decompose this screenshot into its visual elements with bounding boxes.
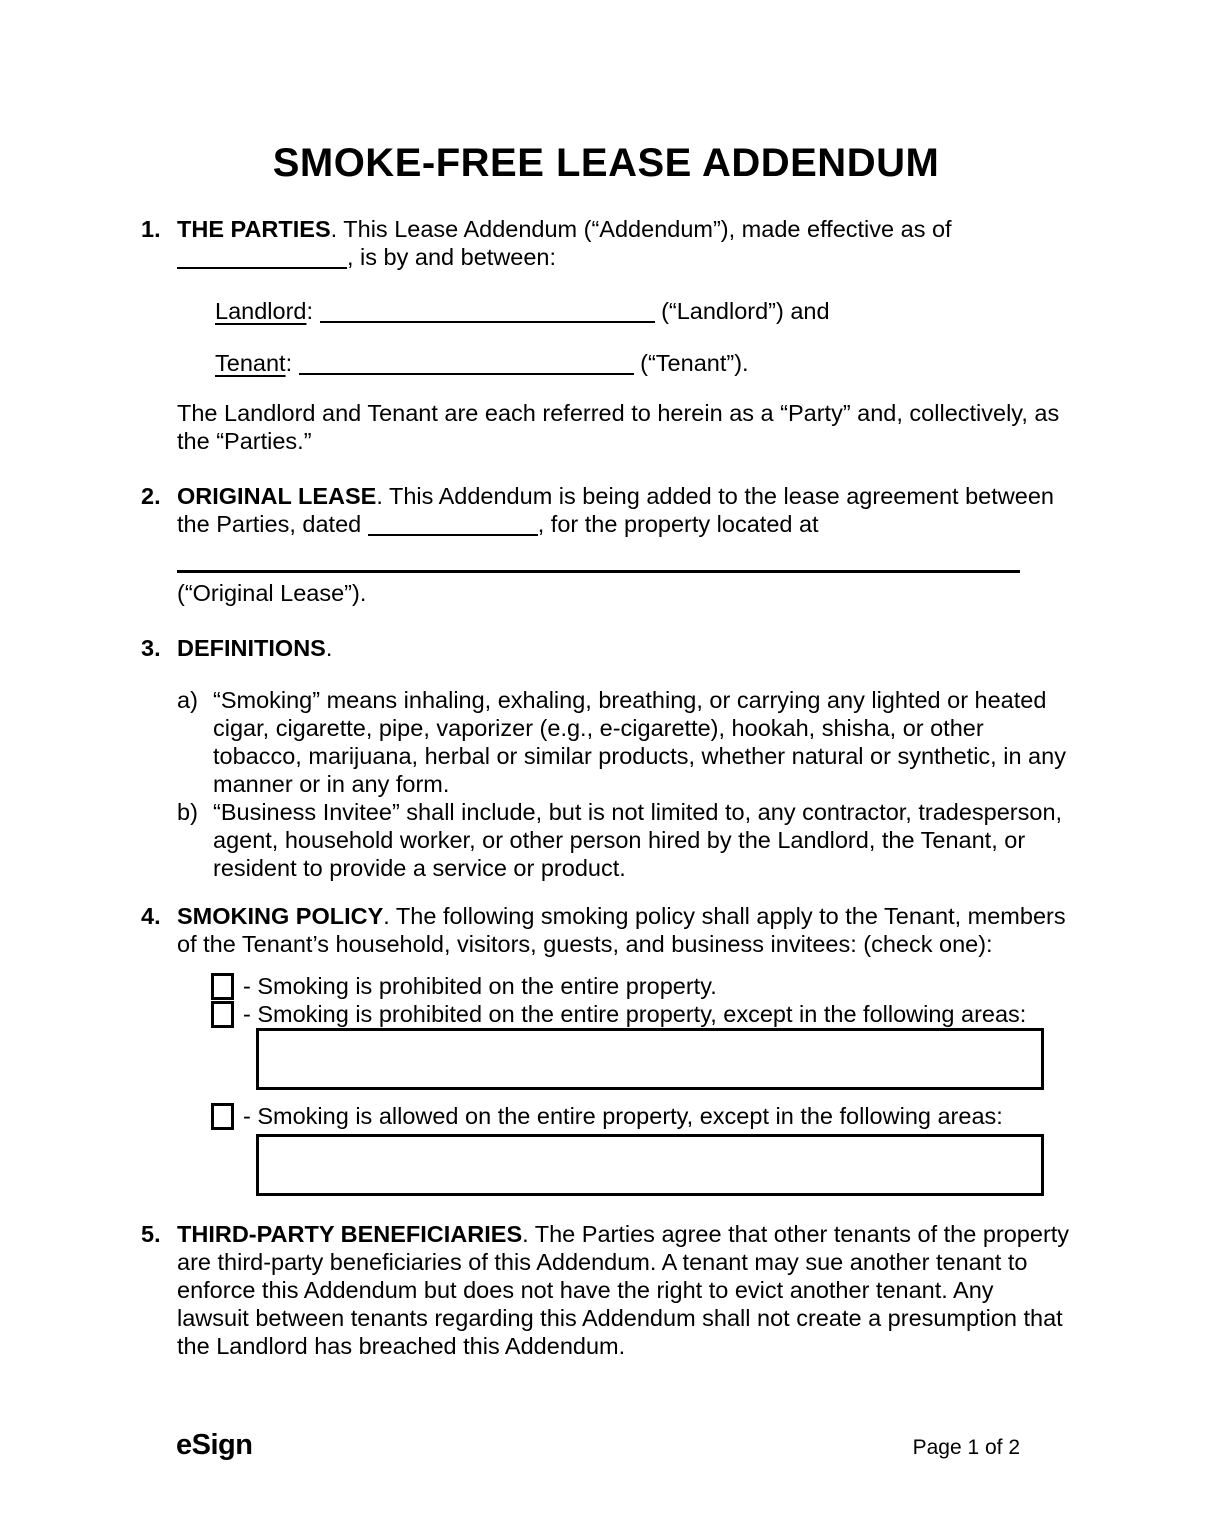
section-4-number: 4. (141, 903, 161, 929)
landlord-colon: : (306, 298, 313, 324)
tenant-name-field[interactable] (299, 355, 634, 375)
policy-option-prohibited-row (211, 972, 1071, 1000)
section-1-intro (177, 215, 1071, 271)
esign-logo: eSign (176, 1429, 253, 1461)
section-3-heading: DEFINITIONS (177, 635, 326, 661)
smoking-prohibited-except-checkbox[interactable] (211, 1001, 234, 1028)
policy-option-prohibited-except-label: - Smoking is prohibited on the entire property, except in the following areas: (243, 1001, 1027, 1027)
section-5-number: 5. (141, 1221, 161, 1247)
policy-option-allowed-except-label: - Smoking is allowed on the entire property, except in the following areas: (243, 1103, 1003, 1129)
section-1-lead-text: . This Lease Addendum (“Addendum”), made effective as of (330, 216, 952, 242)
section-original-lease (141, 482, 1071, 607)
section-1-after-blank-text: , is by and between: (347, 244, 557, 270)
policy-option-prohibited-except-row (211, 1000, 1071, 1028)
allowed-exception-areas-box[interactable] (256, 1134, 1044, 1196)
section-4-intro (177, 902, 1071, 958)
section-third-party-beneficiaries (141, 1220, 1071, 1360)
parties-paragraph: The Landlord and Tenant are each referred to herein as a “Party” and, collectively, as the “Parties.” (177, 400, 1060, 454)
landlord-suffix-text: (“Landlord”) and (661, 298, 830, 324)
section-1-number: 1. (141, 216, 161, 242)
tenant-label: Tenant (215, 350, 286, 376)
original-lease-tail-text: (“Original Lease”). (177, 580, 367, 606)
section-3-heading-period: . (325, 635, 333, 661)
section-2-lead-text: . This Addendum is being added to the lease agreement between the Parties, dated (177, 483, 1054, 537)
definition-a-label: a) (177, 687, 198, 713)
page-indicator: Page 1 of 2 (912, 1436, 1020, 1459)
definition-b-label: b) (177, 799, 198, 825)
section-2-heading: ORIGINAL LEASE (177, 483, 377, 509)
section-4-lead-text: . The following smoking policy shall apply to the Tenant, members of the Tenant’s household, visitors, guests, and business invitees: (check one): (177, 903, 1066, 957)
tenant-row (215, 349, 1071, 377)
section-2-intro (177, 482, 1071, 538)
prohibited-exception-areas-box[interactable] (256, 1028, 1044, 1090)
landlord-name-field[interactable] (320, 303, 655, 323)
definition-a-text: “Smoking” means inhaling, exhaling, breathing, or carrying any lighted or heated cigar, cigarette, pipe, vaporizer (e.g., e-cigarette), hookah, shisha, or other tobacco, marijuana, herbal or similar products, whether natural or synthetic, in any manner or in any form. (213, 687, 1066, 797)
document-title: SMOKE-FREE LEASE ADDENDUM (272, 141, 940, 185)
lease-date-field[interactable] (368, 516, 538, 536)
tenant-colon: : (285, 350, 293, 376)
section-smoking-policy (141, 902, 1071, 1196)
definition-item-smoking (177, 686, 1071, 798)
policy-option-allowed-except-row (211, 1102, 1071, 1130)
landlord-row (215, 297, 1071, 325)
smoking-prohibited-checkbox[interactable] (211, 973, 234, 1000)
section-2-after-blank-text: , for the property located at (537, 511, 819, 537)
tenant-suffix-text: (“Tenant”). (640, 350, 749, 376)
section-3-number: 3. (141, 635, 161, 661)
section-5-lead-text: . The Parties agree that other tenants of the property are third-party beneficiaries of this Addendum. A tenant may sue another tenant to enforce this Addendum but does not have the right to evict another tenant. Any lawsuit between tenants regarding this Addendum shall not create a presumption that the Landlord has breached this Addendum. (177, 1221, 1070, 1359)
section-5-heading: THIRD-PARTY BENEFICIARIES (177, 1221, 523, 1247)
policy-option-prohibited-label: - Smoking is prohibited on the entire property. (243, 973, 717, 999)
smoking-allowed-except-checkbox[interactable] (211, 1103, 234, 1130)
section-1-heading: THE PARTIES (177, 216, 331, 242)
section-2-number: 2. (141, 483, 161, 509)
property-address-field[interactable] (177, 550, 1020, 573)
section-3-heading-row (177, 634, 1071, 662)
definition-b-text: “Business Invitee” shall include, but is not limited to, any contractor, tradesperson, agent, household worker, or other person hired by the Landlord, the Tenant, or resident to provide a service or product. (213, 799, 1063, 881)
definition-item-business-invitee (177, 798, 1071, 882)
section-5-paragraph (177, 1220, 1071, 1360)
section-the-parties (141, 215, 1071, 455)
effective-date-field[interactable] (177, 249, 347, 269)
section-4-heading: SMOKING POLICY (177, 903, 384, 929)
section-definitions (141, 634, 1071, 882)
landlord-label: Landlord (215, 298, 307, 324)
